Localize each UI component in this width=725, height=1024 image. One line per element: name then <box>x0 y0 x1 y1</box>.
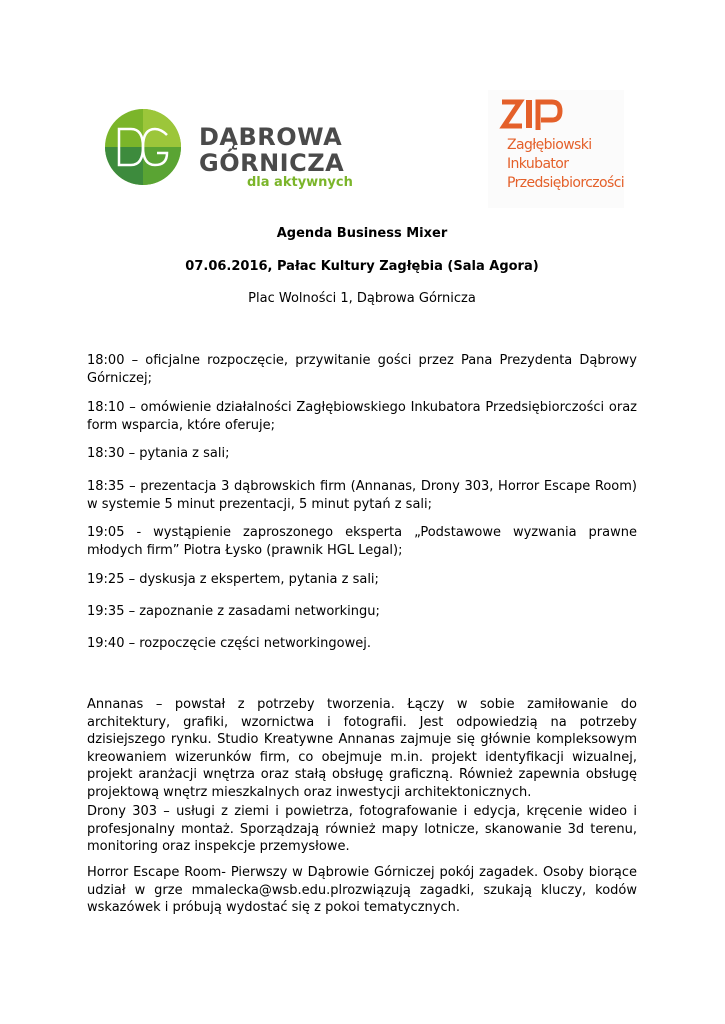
agenda-item: 19:25 – dyskusja z ekspertem, pytania z sali; <box>87 572 379 587</box>
document-title: Agenda Business Mixer <box>276 226 448 241</box>
agenda-item: 18:30 – pytania z sali; <box>87 446 230 461</box>
zip-line-3: Przedsiębiorczości <box>507 175 625 191</box>
agenda-item: 18:35 – prezentacja 3 dąbrowskich firm (Annanas, Drony 303, Horror Escape Room) w systemie 5 minut prezentacji, 5 minut pytań z sali; <box>87 479 637 512</box>
company-description-annanas: Annanas – powstał z potrzeby tworzenia. Łączy w sobie zamiłowanie do architektury, grafiki, wzornictwa i fotografii. Jest odpowiedzią na potrzeby dzisiejszego rynku. Studio Kreatywne Annanas zajmuje się głównie kompleksowym kreowaniem wizerunków firm, co obejmuje m.in. projekt identyfikacji wizualnej, projekt aranżacji wnętrza oraz stałą obsługę graficzną. Również zapewnia obsługę projektową wnętrz mieszkalnych oraz inwestycji architektonicznych. <box>87 697 637 800</box>
zip-line-2: Inkubator <box>507 156 569 172</box>
zip-mark-icon <box>496 96 564 132</box>
zip-logo <box>488 90 624 208</box>
dabrowa-gornicza-logo <box>103 105 353 195</box>
agenda-item: 18:10 – omówienie działalności Zagłębiowskiego Inkubatora Przedsiębiorczości oraz form wsparcia, które oferuje; <box>87 400 637 433</box>
dg-circle-icon <box>103 107 183 187</box>
logo-text-dabrowa: DĄBROWA <box>199 123 343 151</box>
zip-line-1: Zagłębiowski <box>507 137 592 153</box>
agenda-item: 19:35 – zapoznanie z zasadami networkingu; <box>87 604 380 619</box>
agenda-item: 19:40 – rozpoczęcie części networkingowej. <box>87 636 371 651</box>
company-description-horror: Horror Escape Room- Pierwszy w Dąbrowie Górniczej pokój zagadek. Osoby biorące udział w grze mmalecka@wsb.edu.plrozwiązują zagadki, szukają kluczy, kodów wskazówek i próbują wydostać się z pokoi tematycznych. <box>87 865 637 915</box>
logo-text-gornicza: GÓRNICZA <box>199 149 345 177</box>
zip-logo-text <box>507 136 624 193</box>
agenda-item: 18:00 – oficjalne rozpoczęcie, przywitanie gości przez Pana Prezydenta Dąbrowy Górniczej; <box>87 353 637 386</box>
event-address: Plac Wolności 1, Dąbrowa Górnicza <box>248 291 476 306</box>
agenda-item: 19:05 - wystąpienie zaproszonego eksperta „Podstawowe wyzwania prawne młodych firm” Piotra Łysko (prawnik HGL Legal); <box>87 525 637 558</box>
logo-tagline: dla aktywnych <box>247 175 353 190</box>
company-description-drony: Drony 303 – usługi z ziemi i powietrza, fotografowanie i edycja, kręcenie wideo i profesjonalny montaż. Sporządzają również mapy lotnicze, skanowanie 3d terenu, monitoring oraz inspekcje przemysłowe. <box>87 804 637 854</box>
event-date-place: 07.06.2016, Pałac Kultury Zagłębia (Sala Agora) <box>185 259 539 274</box>
